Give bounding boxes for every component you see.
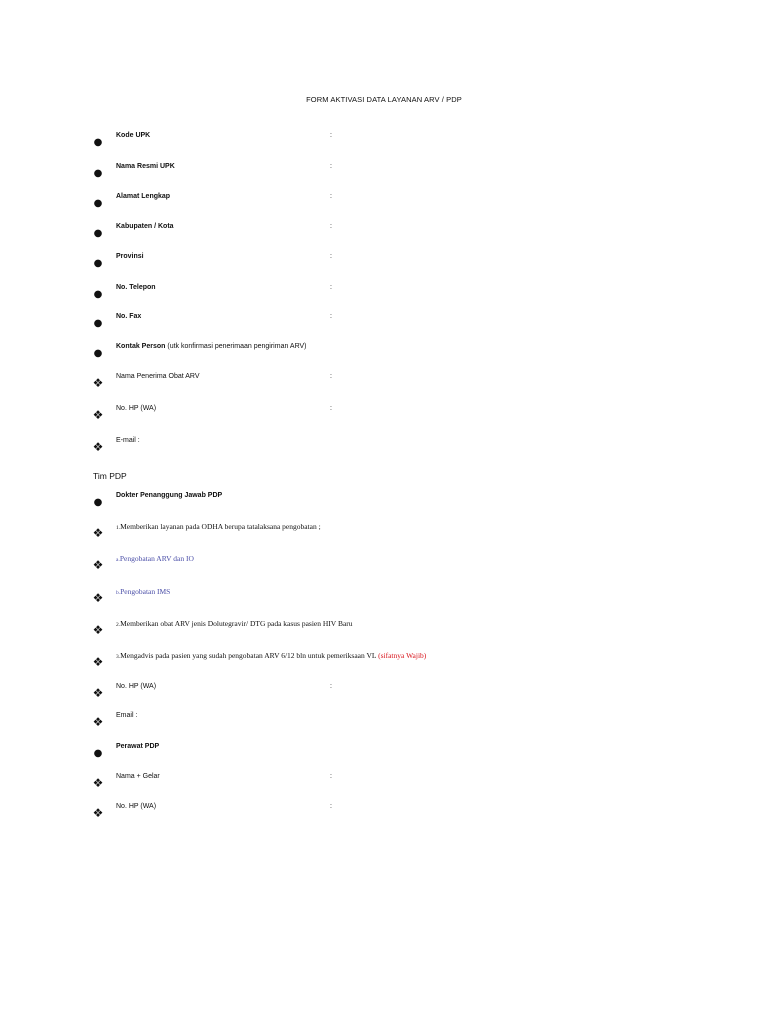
pdp-item-text xyxy=(116,586,170,599)
bullet-dot-icon: ● xyxy=(93,318,103,329)
bullet-dot-icon: ● xyxy=(93,198,103,209)
item-text: Pengobatan ARV dan IO xyxy=(119,554,194,563)
pdp-item-text xyxy=(116,553,194,566)
field-nama-resmi-upk xyxy=(0,161,768,177)
bullet-dot-icon: ● xyxy=(93,289,103,300)
four-diamond-bullet-icon: ❖ xyxy=(92,623,104,637)
field-label: No. HP (WA) xyxy=(116,405,157,412)
field-kode-upk xyxy=(0,130,768,146)
four-diamond-bullet-icon: ❖ xyxy=(92,408,104,422)
field-colon: : xyxy=(330,803,332,810)
field-label: Dokter Penanggung Jawab PDP xyxy=(116,492,223,499)
item-text: Memberikan layanan pada ODHA berupa tatalaksana pengobatan ; xyxy=(120,522,321,531)
item-number: a. xyxy=(116,557,120,563)
field-label: Nama + Gelar xyxy=(116,773,160,780)
field-kontak-person xyxy=(0,341,768,357)
pdp-item-text xyxy=(116,618,353,631)
field-label: E-mail : xyxy=(116,437,140,444)
field-label: No. HP (WA) xyxy=(116,803,157,810)
field-dokter-penanggung-jawab xyxy=(0,490,768,506)
kontak-person-label: Kontak Person xyxy=(116,343,166,350)
field-dokter-email xyxy=(0,710,768,729)
field-colon: : xyxy=(330,132,332,139)
four-diamond-bullet-icon: ❖ xyxy=(92,776,104,790)
field-label: No. HP (WA) xyxy=(116,683,157,690)
field-colon: : xyxy=(330,405,332,412)
field-label xyxy=(116,341,307,353)
field-kabupaten-kota xyxy=(0,221,768,237)
kontak-person-note: (utk konfirmasi penerimaan pengiriman ARV) xyxy=(167,343,307,350)
field-no-fax xyxy=(0,311,768,327)
section-title-tim-pdp: Tim PDP xyxy=(93,471,127,481)
field-label: Email : xyxy=(116,712,138,719)
field-dokter-no-hp xyxy=(0,681,768,700)
four-diamond-bullet-icon: ❖ xyxy=(92,686,104,700)
bullet-dot-icon: ● xyxy=(93,258,103,269)
pdp-item-1 xyxy=(0,521,768,540)
four-diamond-bullet-icon: ❖ xyxy=(92,715,104,729)
item-number: 1. xyxy=(116,525,121,531)
field-colon: : xyxy=(330,193,332,200)
pdp-item-2 xyxy=(0,618,768,637)
four-diamond-bullet-icon: ❖ xyxy=(92,376,104,390)
four-diamond-bullet-icon: ❖ xyxy=(92,558,104,572)
field-nama-penerima-obat xyxy=(0,371,768,390)
item-text: Mengadvis pada pasien yang sudah pengobatan ARV 6/12 bln untuk pemeriksaan VL xyxy=(120,651,377,660)
field-label: Nama Penerima Obat ARV xyxy=(116,373,200,380)
bullet-dot-icon: ● xyxy=(93,748,103,759)
item-number: b. xyxy=(116,590,121,596)
bullet-dot-icon: ● xyxy=(93,348,103,359)
field-label: Nama Resmi UPK xyxy=(116,163,175,170)
field-no-telepon xyxy=(0,282,768,298)
pdp-item-text xyxy=(116,650,426,663)
field-provinsi xyxy=(0,251,768,267)
pdp-item-3 xyxy=(0,650,768,669)
field-label: No. Fax xyxy=(116,313,142,320)
field-nama-gelar xyxy=(0,771,768,790)
field-label: Perawat PDP xyxy=(116,743,160,750)
field-perawat-pdp xyxy=(0,741,768,757)
field-colon: : xyxy=(330,773,332,780)
pdp-item-b xyxy=(0,586,768,605)
item-highlight-wajib: (sifatnya Wajib) xyxy=(378,651,427,660)
pdp-item-text xyxy=(116,521,321,534)
field-alamat-lengkap xyxy=(0,191,768,207)
field-perawat-no-hp xyxy=(0,801,768,820)
field-label: Provinsi xyxy=(116,253,144,260)
four-diamond-bullet-icon: ❖ xyxy=(92,440,104,454)
four-diamond-bullet-icon: ❖ xyxy=(92,526,104,540)
field-colon: : xyxy=(330,313,332,320)
field-label: Alamat Lengkap xyxy=(116,193,171,200)
four-diamond-bullet-icon: ❖ xyxy=(92,591,104,605)
four-diamond-bullet-icon: ❖ xyxy=(92,655,104,669)
bullet-dot-icon: ● xyxy=(93,228,103,239)
bullet-dot-icon: ● xyxy=(93,497,103,508)
field-colon: : xyxy=(330,163,332,170)
four-diamond-bullet-icon: ❖ xyxy=(92,806,104,820)
field-label: No. Telepon xyxy=(116,284,156,291)
item-number: 3. xyxy=(116,654,121,660)
bullet-dot-icon: ● xyxy=(93,137,103,148)
field-colon: : xyxy=(330,284,332,291)
pdp-item-a xyxy=(0,553,768,572)
field-email xyxy=(0,435,768,454)
field-colon: : xyxy=(330,253,332,260)
field-colon: : xyxy=(330,223,332,230)
item-text: Memberikan obat ARV jenis Dolutegravir/ DTG pada kasus pasien HIV Baru xyxy=(120,619,353,628)
field-label: Kode UPK xyxy=(116,132,151,139)
field-colon: : xyxy=(330,683,332,690)
field-no-hp-wa xyxy=(0,403,768,422)
form-title: FORM AKTIVASI DATA LAYANAN ARV / PDP xyxy=(306,95,462,104)
item-number: 2. xyxy=(116,622,121,628)
field-colon: : xyxy=(330,373,332,380)
field-label: Kabupaten / Kota xyxy=(116,223,174,230)
item-text: Pengobatan IMS xyxy=(120,587,171,596)
bullet-dot-icon: ● xyxy=(93,168,103,179)
